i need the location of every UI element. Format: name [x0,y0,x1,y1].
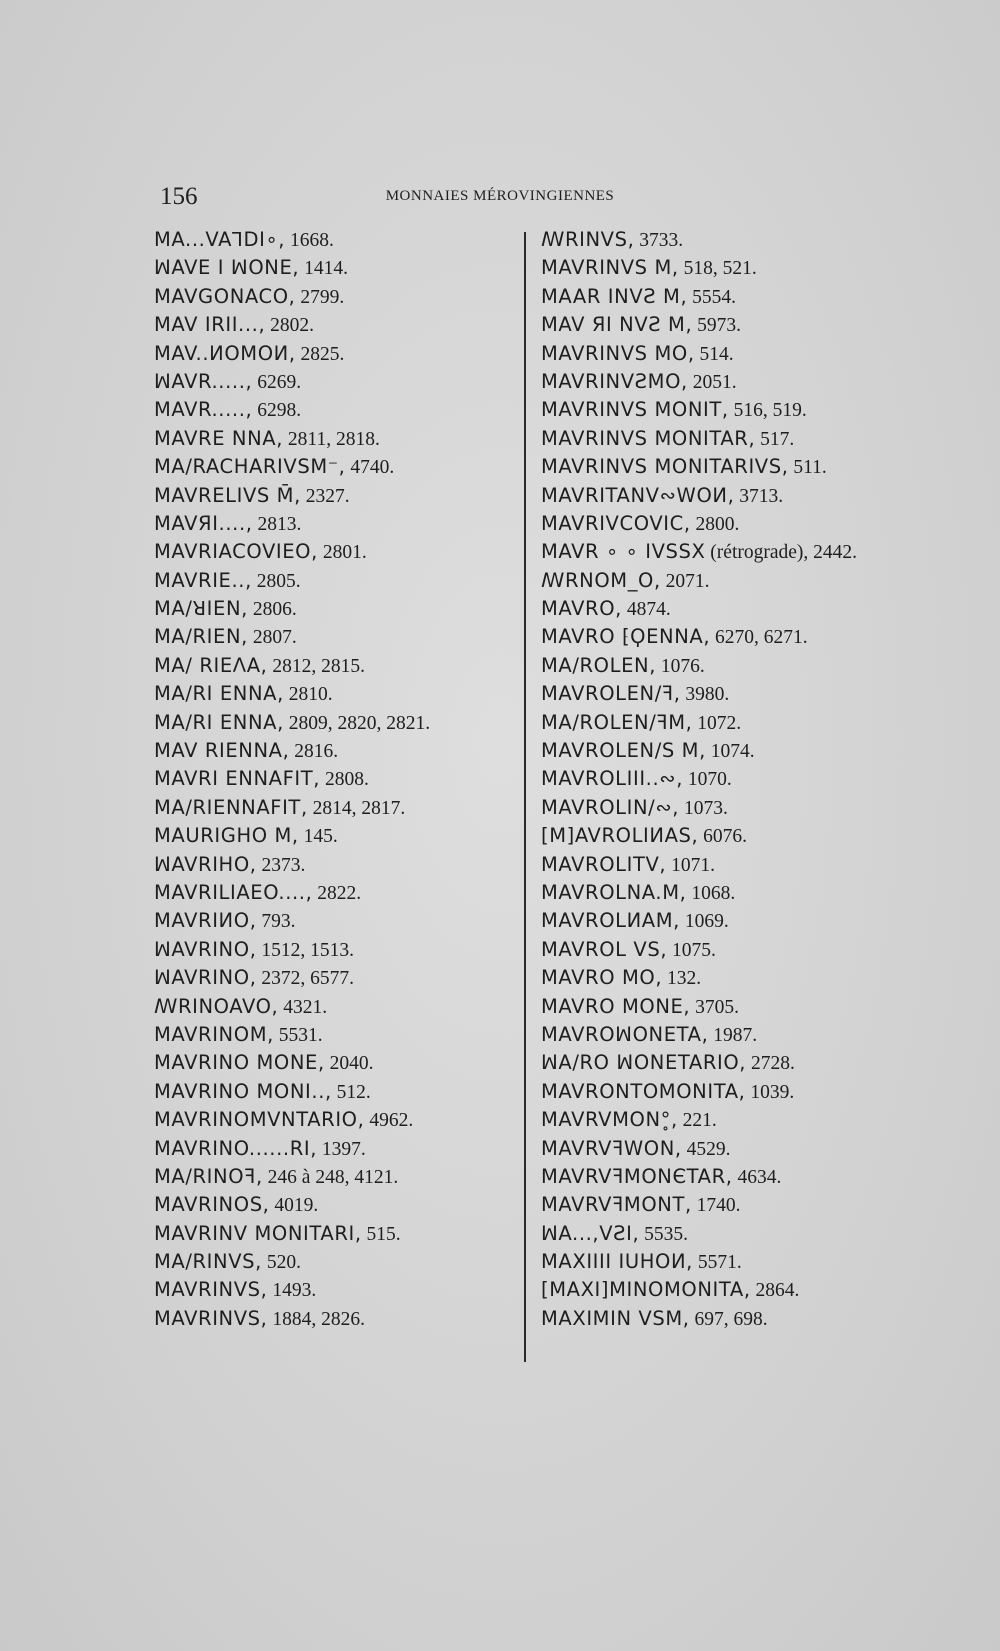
coin-references: 1039. [745,1081,795,1103]
coin-legend: ꟿRINOAVO, [154,994,279,1018]
coin-legend: MAV..ИOMOИ, [154,341,296,365]
coin-references: 5535. [639,1223,689,1245]
coin-references: 2806. [247,599,297,621]
index-entry [541,794,941,822]
index-entry [541,652,941,680]
coin-references: 221. [677,1110,717,1132]
index-entry [154,340,514,368]
page-number: 156 [160,183,198,210]
index-entry [541,1078,941,1106]
index-entry [541,425,941,453]
index-entry [154,737,514,765]
index-entry [541,1135,941,1163]
coin-references: 2812, 2815. [267,655,365,677]
coin-references: 793. [256,911,296,933]
coin-references: 517. [755,428,795,450]
coin-references: 1668. [285,230,334,251]
coin-legend: MAVRIACOVIEO, [154,540,318,564]
coin-references: 1987. [708,1024,758,1046]
coin-references: 2809, 2820, 2821. [283,712,431,734]
coin-legend: MAVRINVS MONIT, [541,398,729,422]
index-entry [541,1163,941,1191]
index-entry [154,964,514,992]
coin-legend: ꟿRNOM_O, [541,568,661,592]
coin-legend: MAV ЯI NVƧ M, [541,313,693,337]
coin-legend: MA/ꓤIEN, [154,597,248,621]
index-entry [154,1276,514,1304]
index-entry [154,283,514,311]
coin-references: 5571. [692,1252,742,1274]
coin-legend: MAVROꟽONETA, [541,1022,709,1046]
coin-legend: MAURIGHO M, [154,824,299,848]
coin-references: 4962. [364,1110,414,1132]
index-entry [154,368,514,396]
coin-references: 520. [261,1252,301,1274]
coin-legend: MAV IRII..., [154,313,266,337]
index-entry [154,311,514,339]
coin-legend: MAVRI ENNAFIT, [154,767,321,791]
coin-references: 1076. [656,655,705,677]
index-entry [154,453,514,481]
coin-references: 3980. [680,684,730,706]
index-entry [154,907,514,935]
coin-references: 6076. [698,826,748,848]
coin-references: 2810. [283,684,333,706]
coin-legend: MAVROLIN/∾, [541,795,680,819]
index-entry [541,1106,941,1134]
coin-legend: MAVRO, [541,597,622,621]
coin-legend: MA/ROLEN/ꟻM, [541,710,693,734]
index-entry [541,510,941,538]
coin-legend: MAXIIII IUHOИ, [541,1250,693,1274]
coin-references: 2051. [687,371,737,393]
coin-legend: MA/RACHARIVSM⁻, [154,455,346,479]
coin-legend: MAVRELIVS M̄, [154,483,301,507]
index-entry [154,652,514,680]
coin-references: 3733. [634,230,684,251]
coin-references: 511. [788,457,827,479]
index-entry [541,680,941,708]
coin-legend: MAVRO MO, [541,966,663,990]
coin-references: 3705. [690,996,739,1018]
coin-references: 1075. [667,939,716,961]
index-entry [541,1276,941,1304]
coin-legend: ꟿRINVS, [541,228,635,251]
coin-legend: MA/RINOꟻ, [154,1164,263,1188]
index-entry [154,1135,514,1163]
index-entry [154,765,514,793]
coin-references: 515. [361,1223,401,1245]
index-entry [541,1220,941,1248]
left-column [154,226,514,1333]
coin-legend: MAAR INVƧ M, [541,284,688,308]
coin-references: 1740. [691,1195,741,1217]
index-entry [154,567,514,595]
coin-legend: MAVRINVS M, [541,256,679,280]
index-entry [541,453,941,481]
index-entry [541,879,941,907]
index-entry [154,482,514,510]
index-entry [541,907,941,935]
index-entry [541,595,941,623]
coin-references: 2802. [265,315,315,337]
index-entry [154,993,514,1021]
coin-legend: MA/ROLEN, [541,653,657,677]
coin-references: 1414. [299,258,348,280]
index-entry [154,226,514,254]
index-entry [541,936,941,964]
coin-references: 4634. [732,1166,782,1188]
coin-legend: MAVROLEN/S M, [541,739,706,763]
coin-legend: MAVRIИO, [154,909,257,933]
index-entry [154,851,514,879]
coin-references: 1072. [692,712,742,734]
coin-legend: MAVRINOM, [154,1022,274,1046]
coin-legend: MAVRINVƧMO, [541,369,688,393]
right-column [541,226,941,1333]
coin-legend: MA/RINVS, [154,1250,262,1274]
index-entry [154,1191,514,1219]
coin-legend: MAVRINVS MONITARIVS, [541,455,789,479]
index-entry [541,567,941,595]
coin-legend: MAVRINVS MO, [541,341,695,365]
index-entry [541,538,941,566]
index-entry [154,1220,514,1248]
coin-references: 2728. [746,1053,795,1075]
coin-references: 5973. [692,315,742,337]
coin-legend: MAVRE NNA, [154,426,284,450]
index-entry [541,1305,941,1333]
index-entry [154,254,514,282]
coin-legend: MAVRINVS MONITAR, [541,426,756,450]
coin-legend: MAVRINVS, [154,1278,268,1302]
index-entry [154,595,514,623]
index-entry [541,822,941,850]
coin-references: 2373. [256,854,306,876]
coin-references: 6270, 6271. [710,627,808,649]
coin-legend: MAVROL VS, [541,937,668,961]
index-entry [541,311,941,339]
index-entry [541,964,941,992]
coin-references: 3713. [734,485,784,507]
running-head: MONNAIES MÉROVINGIENNES [385,188,615,204]
index-entry [154,425,514,453]
coin-legend: MA/ RIEΛA, [154,653,268,677]
coin-legend: MAVROLITV, [541,852,667,876]
coin-references: 514. [694,343,734,365]
index-entry [541,993,941,1021]
coin-legend: MAVRIVCOVIC, [541,511,691,535]
coin-references: 2327. [300,485,350,507]
coin-references: 1397. [317,1138,366,1160]
coin-legend: MAVRVꟻWON, [541,1136,682,1160]
coin-references: 2805. [251,570,301,592]
coin-legend: MAVRVꟻMONT, [541,1193,692,1217]
coin-legend: [MAXI]MINOMONITA, [541,1278,751,1302]
coin-references: 132. [662,968,702,990]
coin-legend: MAVRINV MONITARI, [154,1221,362,1245]
index-entry [154,1021,514,1049]
index-entry [541,396,941,424]
coin-references: 4874. [621,599,671,621]
coin-legend: MAVRINO......RI, [154,1136,317,1160]
coin-legend: MAVR....., [154,398,253,422]
coin-references: 2040. [324,1053,374,1075]
coin-legend: MAVRINO MONE, [154,1051,325,1075]
coin-references: 6298. [252,400,302,422]
index-entry [154,510,514,538]
coin-legend: [M]AVROLIИAS, [541,824,699,848]
index-entry [154,680,514,708]
coin-legend: MAVR ∘ ∘ IVSSX [541,540,706,564]
coin-legend: MAVROLIII..∾, [541,767,684,791]
coin-legend: MA/RI ENNA, [154,682,284,706]
coin-references: 2800. [690,513,740,535]
coin-legend: MAVROLИAM, [541,909,680,933]
coin-legend: MAV RIENNA, [154,739,290,763]
index-entry [154,538,514,566]
coin-references: 2813. [252,513,302,535]
coin-references: 2825. [295,343,345,365]
index-entry [154,623,514,651]
index-entry [154,1049,514,1077]
index-entry [154,879,514,907]
coin-references: 2071. [660,570,710,592]
coin-references: (rétrograde), 2442. [705,542,858,564]
index-entry [541,340,941,368]
coin-legend: ꟽAVRIHO, [154,852,257,876]
coin-references: 1884, 2826. [267,1308,365,1330]
coin-legend: MA...VAꓶDI∘, [154,228,286,251]
coin-references: 1512, 1513. [256,939,354,961]
index-entry [541,623,941,651]
coin-legend: MAVRIE.., [154,568,252,592]
index-entry [541,709,941,737]
coin-references: 1071. [666,854,715,876]
coin-legend: MAVRITANV∾WOИ, [541,483,735,507]
coin-legend: ꟽAVRINO, [154,966,257,990]
coin-references: 2814, 2817. [307,797,406,819]
coin-references: 4740. [345,457,395,479]
index-entry [541,737,941,765]
coin-legend: MAVRVMON°̥, [541,1108,678,1132]
coin-references: 697, 698. [689,1308,768,1330]
coin-legend: MA/RI ENNA, [154,710,284,734]
coin-references: 2801. [317,542,367,564]
coin-references: 246 à 248, 4121. [262,1166,399,1188]
coin-references: 2807. [247,627,297,649]
coin-legend: MAVRVꟻMONЄTAR, [541,1164,733,1188]
coin-references: 5531. [273,1024,323,1046]
coin-references: 5554. [687,286,737,308]
index-entry [541,283,941,311]
coin-legend: ꟽAVRINO, [154,937,257,961]
index-entry [541,1248,941,1276]
coin-legend: MAVRINOMVNTARIO, [154,1108,365,1132]
coin-references: 2811, 2818. [283,428,380,450]
index-entry [154,709,514,737]
coin-references: 518, 521. [678,258,757,280]
index-entry [541,1021,941,1049]
index-entry [541,765,941,793]
coin-legend: MAVЯI...., [154,511,253,535]
coin-references: 1069. [679,911,729,933]
coin-legend: MAVRINVS, [154,1306,268,1330]
index-entry [154,1163,514,1191]
coin-references: 512. [331,1081,371,1103]
coin-references: 1073. [679,797,728,819]
coin-references: 4019. [269,1195,319,1217]
coin-references: 2816. [289,741,339,763]
index-entry [541,1049,941,1077]
coin-legend: MAVRO ⁅ϘENNA, [541,625,711,649]
coin-legend: ꟽAVR....., [154,369,253,393]
coin-legend: MAVRINOS, [154,1193,270,1217]
coin-legend: MAXIMIN VSM, [541,1306,690,1330]
coin-references: 4529. [681,1138,731,1160]
coin-references: 516, 519. [728,400,807,422]
index-entry [154,822,514,850]
index-entry [541,851,941,879]
coin-legend: MAVRINO MONI.., [154,1079,332,1103]
coin-references: 2799. [295,286,345,308]
coin-references: 145. [298,826,338,848]
coin-references: 1493. [267,1280,317,1302]
index-entry [154,1106,514,1134]
coin-legend: MAVROLEN/ꟻ, [541,682,681,706]
index-entry [541,368,941,396]
coin-legend: MAVROLNA.M, [541,880,687,904]
index-entry [154,936,514,964]
column-divider [524,232,526,1362]
index-entry [541,482,941,510]
index-entry [154,1248,514,1276]
index-entry [154,794,514,822]
index-entry [154,1305,514,1333]
coin-legend: MAVRO MONE, [541,994,691,1018]
coin-legend: ꟽAVE I ꟽONE, [154,256,300,280]
coin-references: 6269. [252,371,302,393]
index-entry [541,226,941,254]
coin-references: 2372, 6577. [256,968,354,990]
coin-legend: MAVRILIAEO...., [154,880,313,904]
index-entry [541,1191,941,1219]
coin-legend: MAVRONTOMONITA, [541,1079,746,1103]
index-entry [154,1078,514,1106]
coin-references: 2808. [320,769,369,791]
index-entry [154,396,514,424]
coin-legend: ꟽA/RO ꟽONETARIO, [541,1051,747,1075]
coin-legend: MA/RIEN, [154,625,248,649]
coin-references: 1068. [686,882,736,904]
coin-legend: MA/RIENNAFIT, [154,795,308,819]
coin-references: 1074. [705,741,755,763]
coin-references: 2864. [750,1280,800,1302]
coin-references: 1070. [683,769,732,791]
coin-legend: ꟽA...,VƧI, [541,1221,640,1245]
index-entry [541,254,941,282]
coin-references: 2822. [312,882,362,904]
coin-references: 4321. [278,996,328,1018]
coin-legend: MAVGONACO, [154,284,296,308]
